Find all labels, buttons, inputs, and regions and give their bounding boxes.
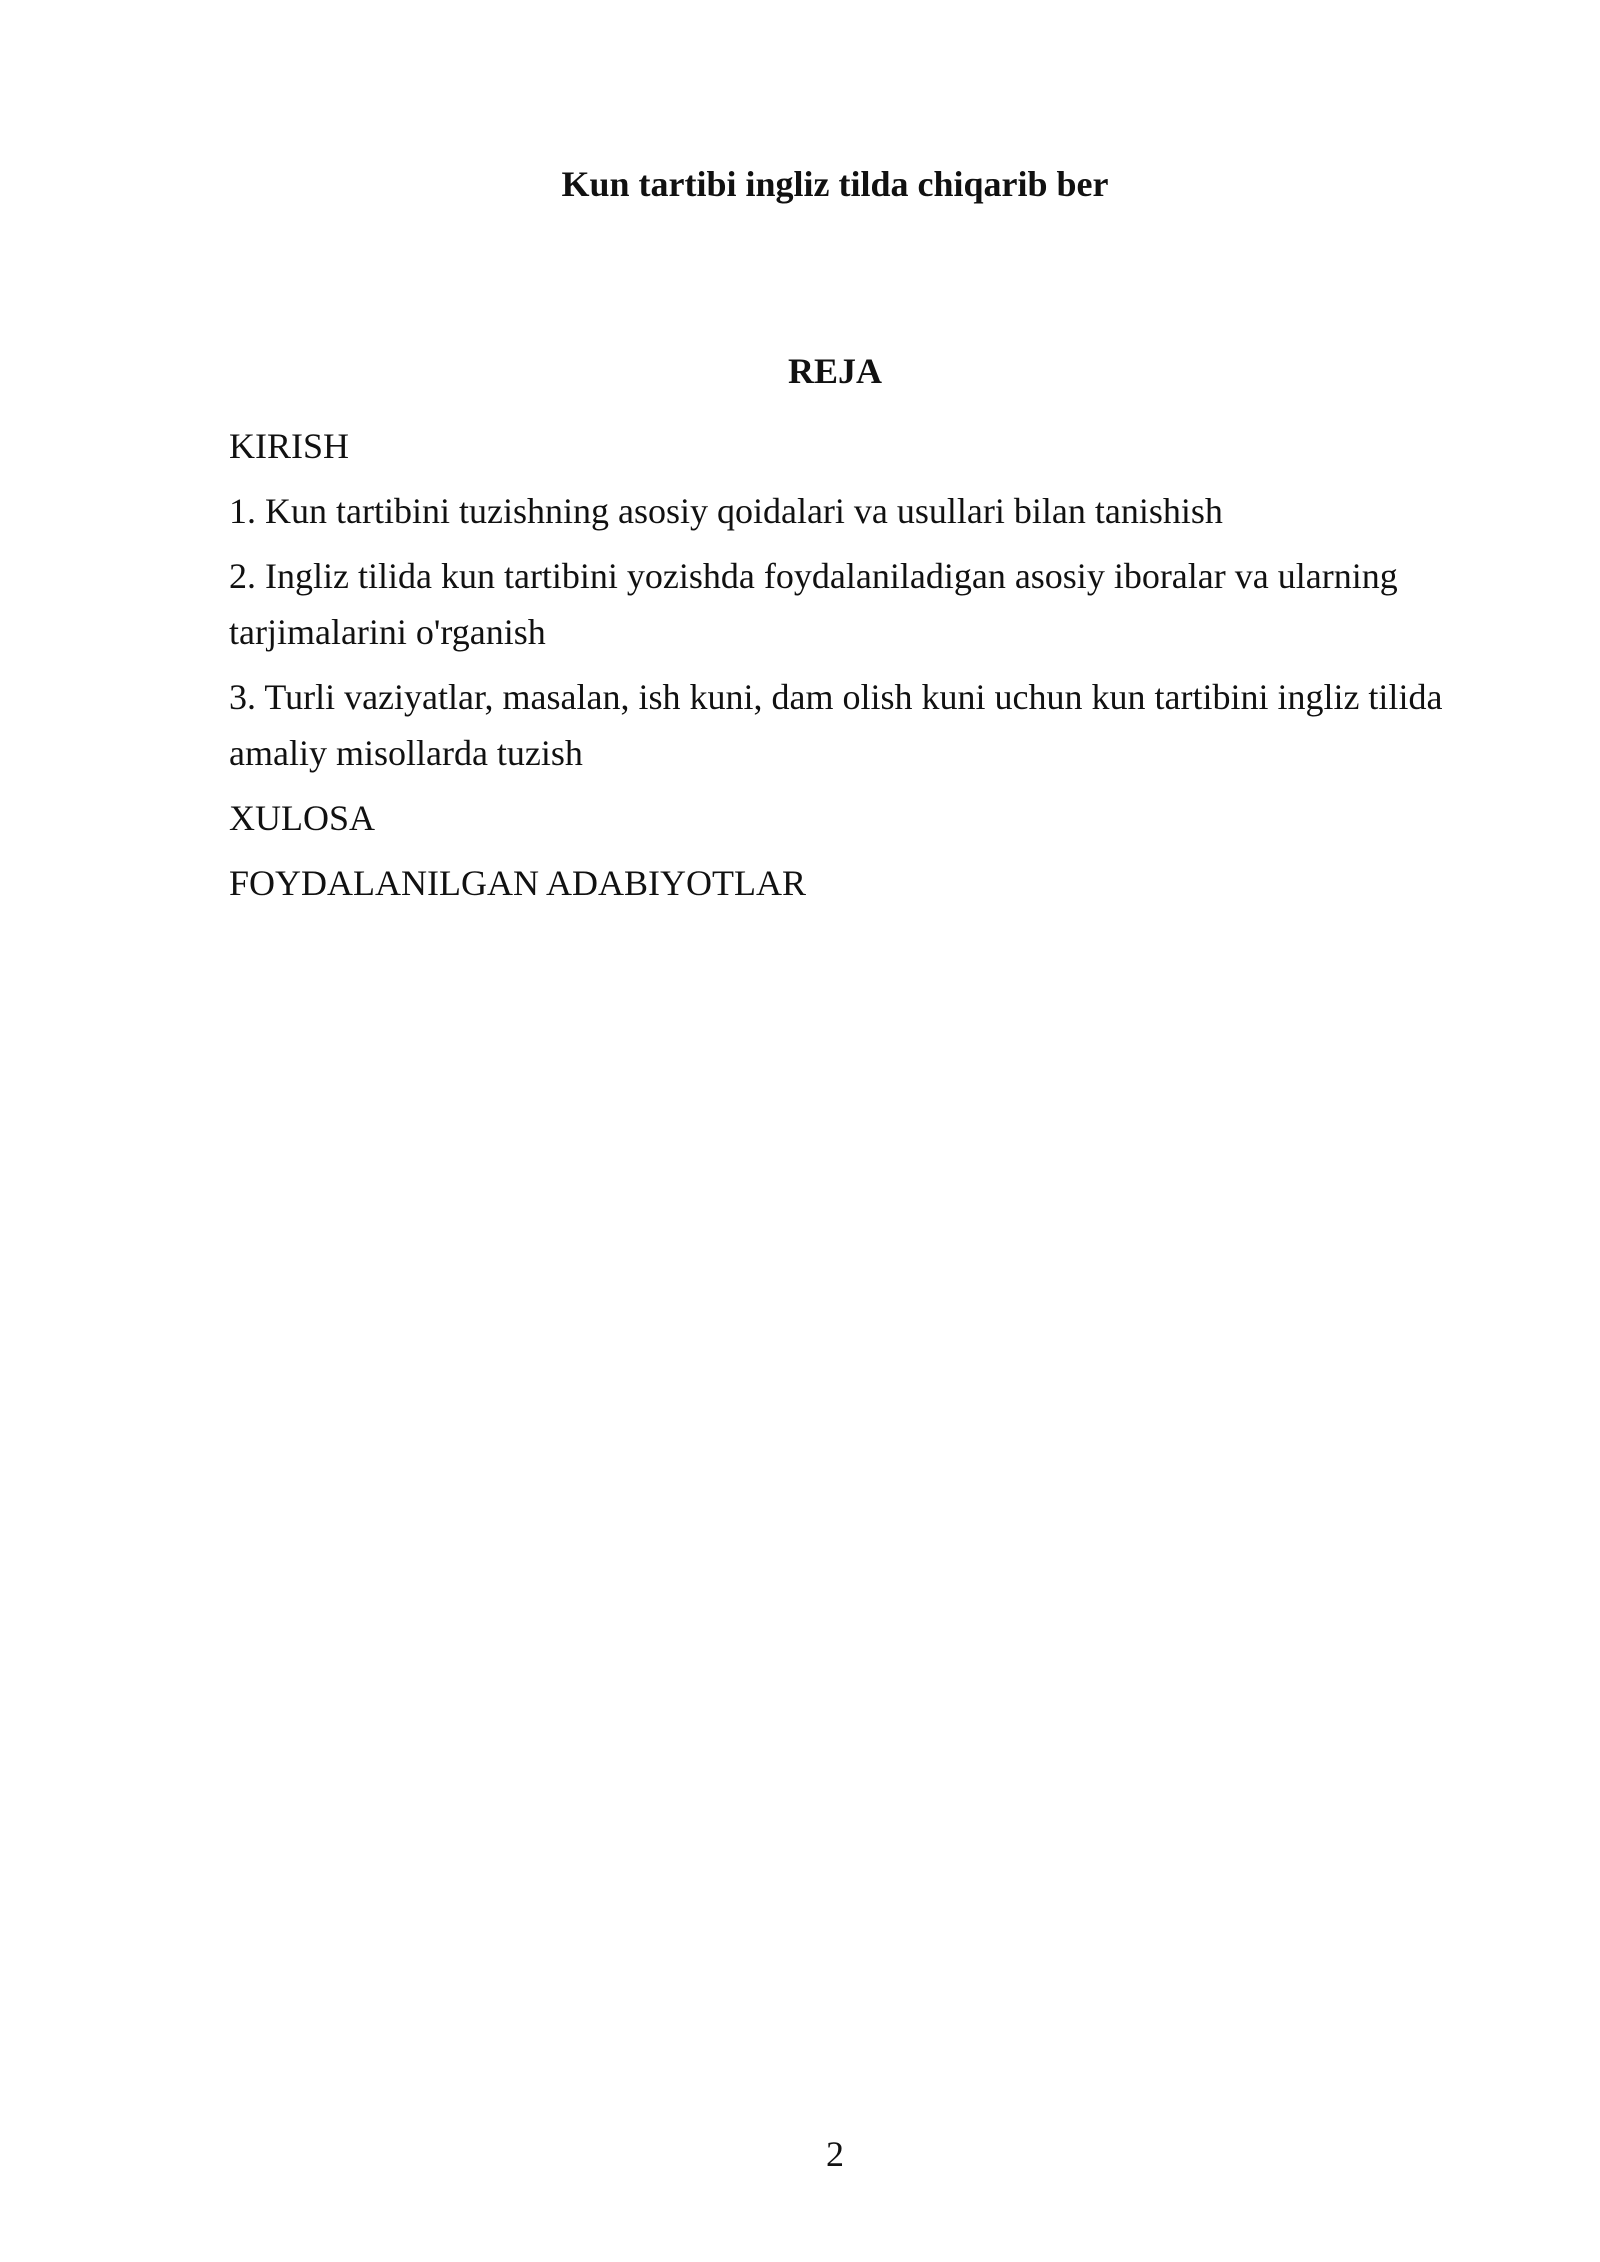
document-title: Kun tartibi ingliz tilda chiqarib ber (561, 164, 1109, 204)
plan-item-conclusion: XULOSA (229, 798, 376, 838)
plan-item-introduction: KIRISH (229, 426, 350, 466)
plan-item-2: 2. Ingliz tilida kun tartibini yozishda foydalaniladigan asosiy iboralar va ularning tarjimalarini o'rganish (229, 556, 1398, 652)
plan-item-3: 3. Turli vaziyatlar, masalan, ish kuni, dam olish kuni uchun kun tartibini ingliz tilida amaliy misollarda tuzish (229, 677, 1443, 773)
plan-heading: REJA (787, 351, 882, 391)
plan-list (229, 418, 1469, 920)
plan-item-1: 1. Kun tartibini tuzishning asosiy qoidalari va usullari bilan tanishish (229, 491, 1223, 531)
page-number: 2 (826, 2134, 844, 2174)
plan-item-references: FOYDALANILGAN ADABIYOTLAR (229, 863, 806, 903)
